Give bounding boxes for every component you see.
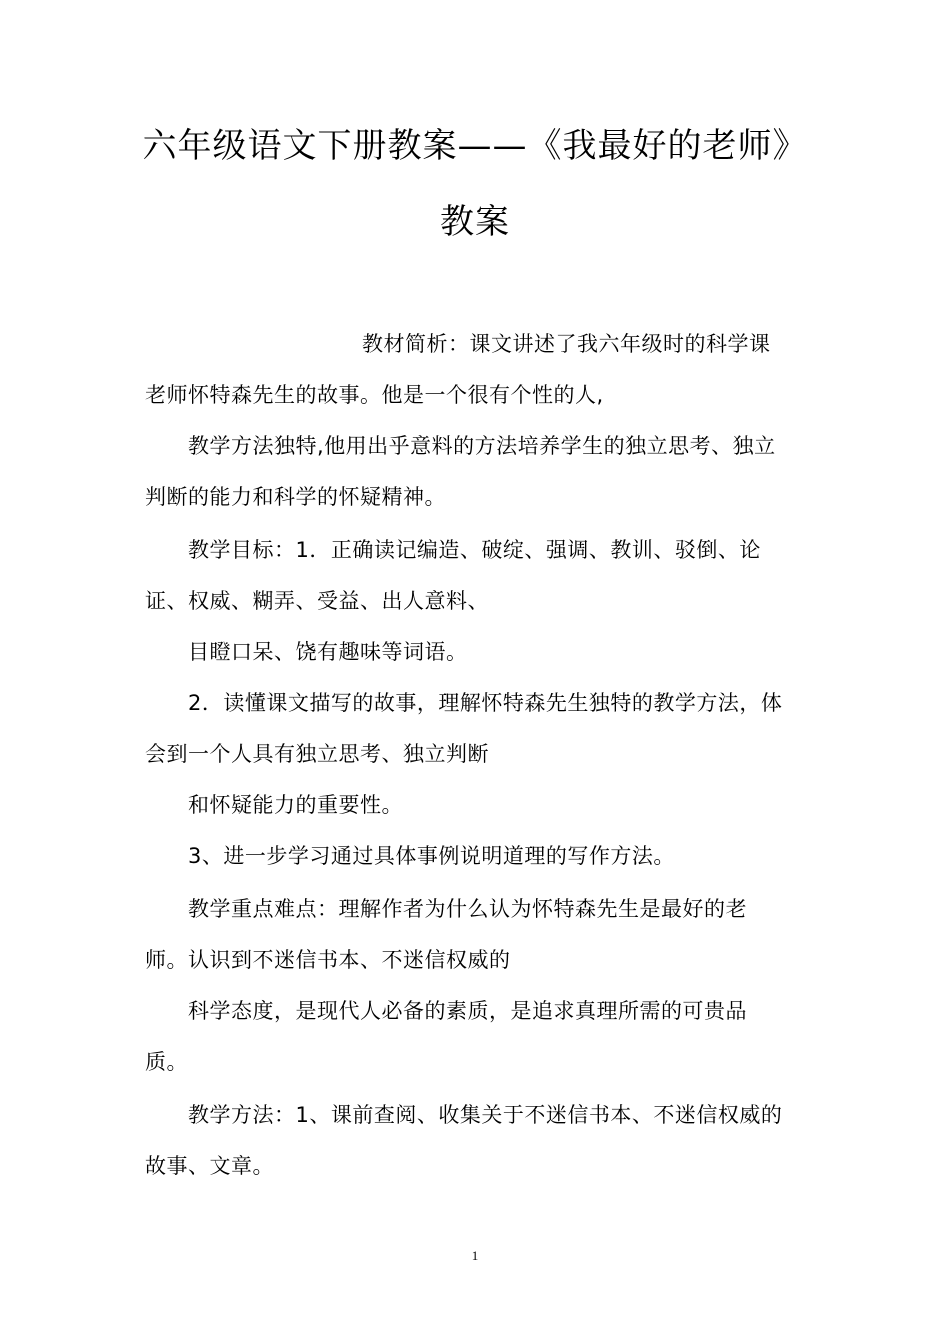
paragraph-line: 教材简析：课文讲述了我六年级时的科学课 — [362, 332, 771, 356]
paragraph-line: 2．读懂课文描写的故事，理解怀特森先生独特的教学方法，体 — [188, 691, 783, 715]
paragraph-line: 故事、文章。 — [145, 1154, 274, 1178]
paragraph-line: 教学重点难点：理解作者为什么认为怀特森先生是最好的老 — [188, 897, 747, 921]
paragraph-line: 判断的能力和科学的怀疑精神。 — [145, 485, 446, 509]
paragraph-line: 科学态度，是现代人必备的素质，是追求真理所需的可贵品 — [188, 999, 747, 1023]
paragraph-line: 师。认识到不迷信书本、不迷信权威的 — [145, 948, 511, 972]
paragraph-line: 目瞪口呆、饶有趣味等词语。 — [188, 640, 468, 664]
document-title-line-1: 六年级语文下册教案——《我最好的老师》 — [142, 126, 808, 166]
paragraph-line: 证、权威、糊弄、受益、出人意料、 — [145, 589, 489, 613]
paragraph-line: 教学方法独特,他用出乎意料的方法培养学生的独立思考、独立 — [188, 434, 776, 458]
paragraph-line: 和怀疑能力的重要性。 — [188, 793, 403, 817]
page-number: 1 — [471, 1248, 479, 1263]
paragraph-line: 3、进一步学习通过具体事例说明道理的写作方法。 — [188, 844, 675, 868]
paragraph-line: 教学目标：1．正确读记编造、破绽、强调、教训、驳倒、论 — [188, 538, 761, 562]
document-title-line-2: 教案 — [440, 202, 510, 242]
paragraph-line: 老师怀特森先生的故事。他是一个很有个性的人, — [145, 383, 604, 407]
paragraph-line: 质。 — [145, 1050, 188, 1074]
paragraph-line: 会到一个人具有独立思考、独立判断 — [145, 742, 489, 766]
paragraph-line: 教学方法：1、课前查阅、收集关于不迷信书本、不迷信权威的 — [188, 1103, 783, 1127]
